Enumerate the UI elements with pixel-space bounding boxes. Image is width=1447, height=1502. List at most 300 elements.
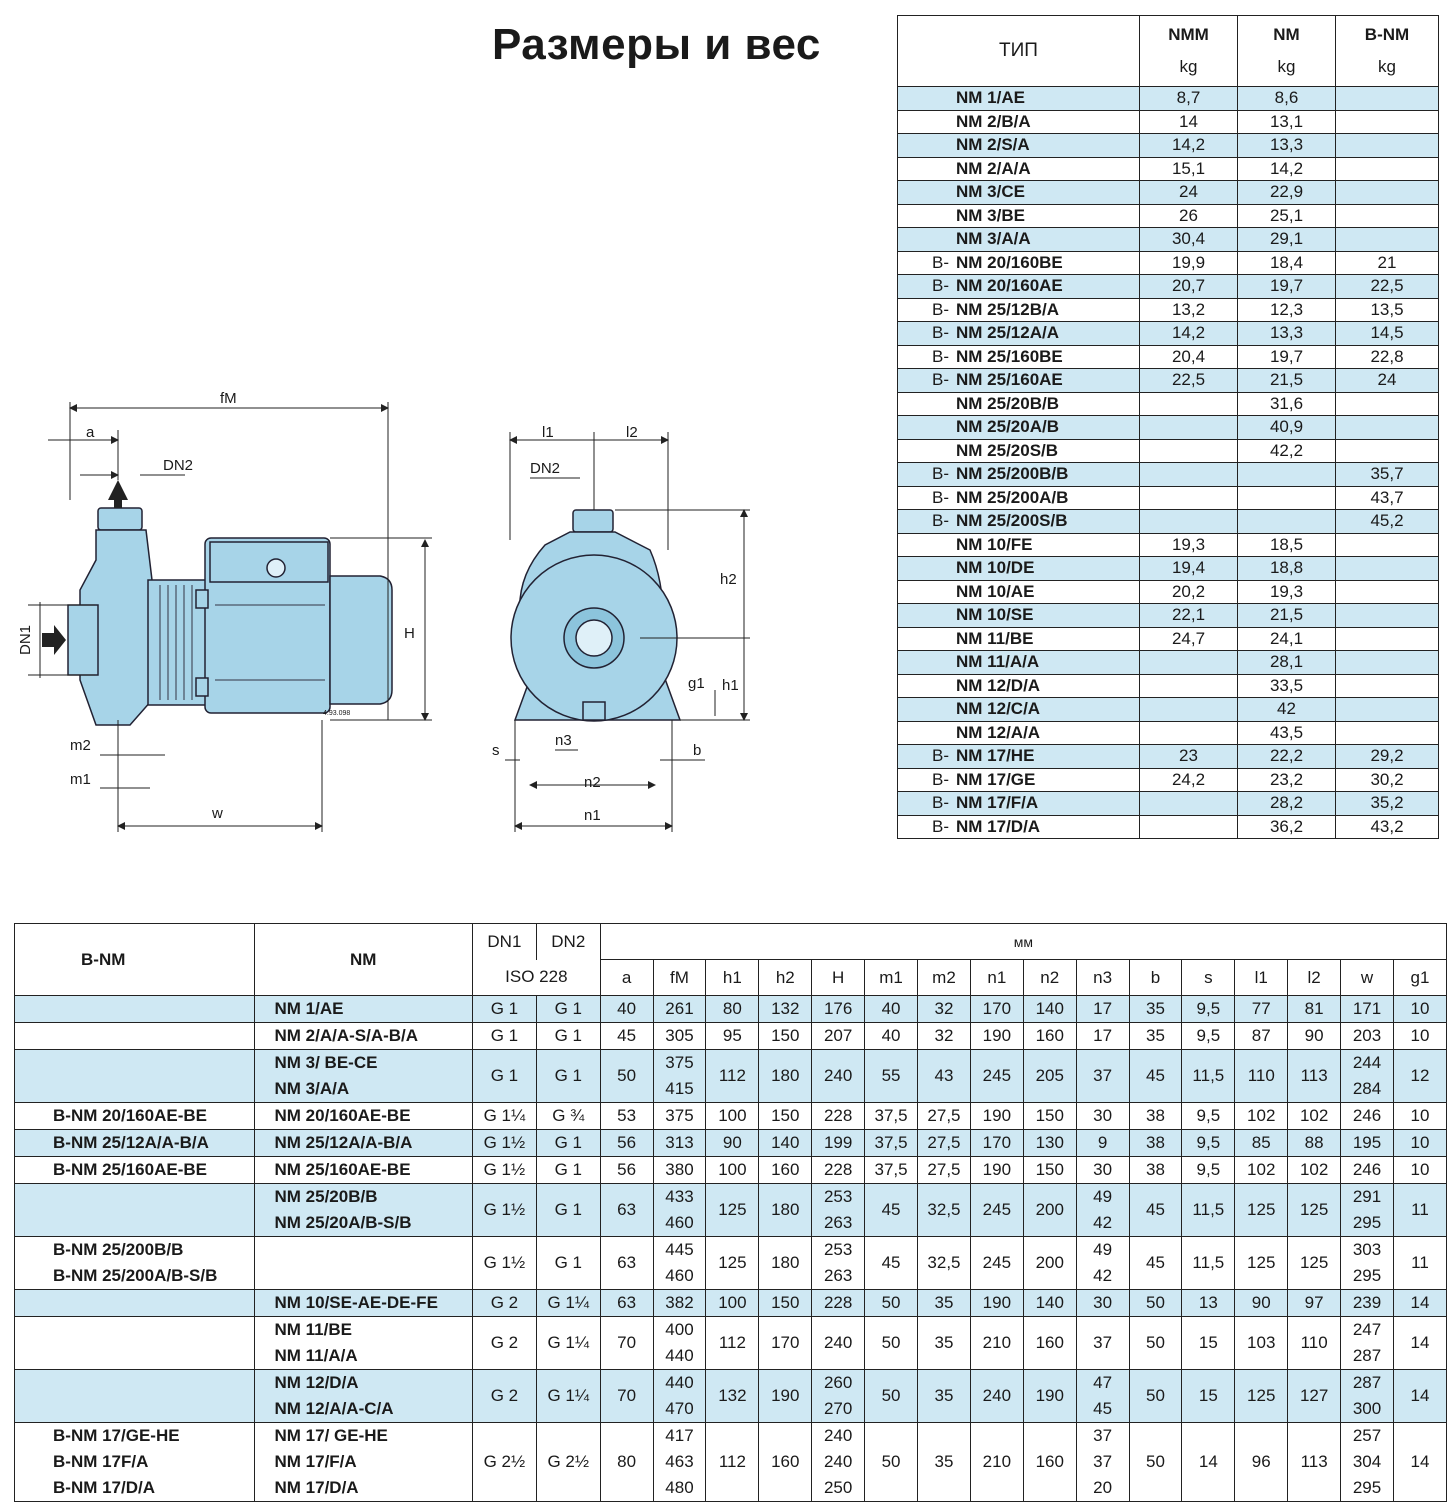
dim-value: 100: [718, 1160, 747, 1179]
dn1-cell: G 2: [472, 1317, 536, 1370]
dim-value-m2: [918, 1370, 971, 1423]
dim-value-h2: [759, 1157, 812, 1184]
dim-value-H: [812, 1103, 865, 1130]
dim-value: 37: [1093, 1452, 1113, 1471]
weights-type-cell: [898, 345, 1140, 369]
dim-value-g1: [1393, 1184, 1446, 1237]
dim-value: 257: [1352, 1426, 1382, 1445]
dim-value: 180: [771, 1066, 800, 1085]
dim-value-l2: [1288, 1023, 1341, 1050]
dim-h1: h1: [722, 677, 739, 694]
dim-value: 17: [1093, 1026, 1113, 1045]
weight-nm-cell: [1238, 510, 1336, 534]
type-name: NM 11/A/A: [956, 652, 1040, 671]
type-name: NM 3/BE: [956, 205, 1025, 225]
type-name: NM 10/FE: [956, 534, 1033, 554]
dims-header-nm: NM: [254, 924, 472, 996]
dim-value: 15: [1198, 1333, 1218, 1352]
dim-value: 207: [823, 1026, 853, 1045]
dn2-cell: G 1: [536, 1157, 600, 1184]
weight-nmm-cell: [1140, 698, 1238, 722]
dn1-cell: G 1: [472, 996, 536, 1023]
dim-H: H: [404, 625, 415, 642]
dn1-cell: G 2: [472, 1370, 536, 1423]
dim-value: 228: [823, 1106, 853, 1125]
dim-value-a: [600, 996, 653, 1023]
weights-row: [898, 439, 1439, 463]
weight-bnm-cell: [1336, 228, 1439, 252]
dim-value: 95: [722, 1026, 742, 1045]
dim-value: 40: [881, 999, 901, 1018]
type-name: NM 20/160BE: [956, 252, 1063, 272]
type-name: NM 25/12A/A: [956, 323, 1059, 342]
dim-value-fM: [653, 1317, 706, 1370]
weight-nmm-cell: 24,2: [1140, 768, 1238, 792]
dim-value: 27,5: [927, 1133, 961, 1152]
dim-value-n2: [1023, 1423, 1076, 1502]
dim-value: 45: [1146, 1253, 1165, 1272]
dim-value-l1: [1235, 996, 1288, 1023]
weights-row: [898, 345, 1439, 369]
type-name: NM 17/D/A: [956, 816, 1041, 836]
dim-value-H: [812, 1157, 865, 1184]
dim-value-H: [812, 996, 865, 1023]
dim-value: 190: [982, 1106, 1012, 1125]
weights-row: [898, 486, 1439, 510]
dim-value-m1: [865, 1290, 918, 1317]
dim-value: 375: [665, 1053, 694, 1072]
dim-value: 12: [1410, 1066, 1430, 1085]
dim-value: 15: [1198, 1386, 1218, 1405]
dim-value-n3: [1076, 1023, 1129, 1050]
weight-nmm-cell: [1140, 792, 1238, 816]
bnm-model-line: B-NM 20/160AE-BE: [53, 1106, 207, 1125]
dims-header-bnm: B-NM: [15, 924, 255, 996]
weights-type-cell: [898, 110, 1140, 134]
dim-value-h1: [706, 996, 759, 1023]
dim-value: 239: [1352, 1293, 1382, 1312]
dim-value-n1: [970, 1290, 1023, 1317]
dim-value-m2: [918, 1157, 971, 1184]
dim-h2: h2: [720, 571, 737, 588]
dim-value: 27,5: [927, 1106, 961, 1125]
weight-nm-cell: 14,2: [1238, 157, 1336, 181]
dim-value-m1: [865, 1103, 918, 1130]
dim-value-b: [1129, 1023, 1182, 1050]
bnm-model-line: B-NM 17/D/A: [53, 1478, 156, 1497]
dim-value: 199: [823, 1133, 853, 1152]
dim-value: 440: [665, 1346, 694, 1365]
dim-value: 45: [881, 1253, 901, 1272]
dims-col-header: l1: [1235, 960, 1288, 996]
dim-value: 150: [771, 1026, 800, 1045]
dim-value-l1: [1235, 1184, 1288, 1237]
dim-value-n2: [1023, 1317, 1076, 1370]
type-prefix: B-: [932, 370, 949, 389]
bnm-model-line: [53, 1396, 254, 1422]
dim-value: 190: [771, 1386, 800, 1405]
dn1-cell: G 2½: [472, 1423, 536, 1502]
dim-value-fM: [653, 996, 706, 1023]
dims-row: [15, 1237, 1447, 1290]
dimensions-table: [14, 923, 1447, 1502]
weight-bnm-cell: 21: [1336, 251, 1439, 275]
dims-row: [15, 1157, 1447, 1184]
bnm-model-line: B-NM 17F/A: [53, 1452, 149, 1471]
dims-row: [15, 1023, 1447, 1050]
dim-n1: n1: [584, 807, 601, 824]
weight-nm-cell: 21,5: [1238, 369, 1336, 393]
dim-value: 35: [934, 1293, 954, 1312]
weight-nmm-cell: 14,2: [1140, 134, 1238, 158]
dn1-cell: G 1: [472, 1023, 536, 1050]
dim-value: 27,5: [927, 1160, 961, 1179]
dim-value: 32: [934, 1026, 954, 1045]
dim-value-g1: [1393, 996, 1446, 1023]
dim-value: 37: [1093, 1333, 1113, 1352]
nm-model: [254, 1184, 472, 1237]
dim-value: 10: [1410, 1026, 1430, 1045]
dn1-cell: G 1: [472, 1050, 536, 1103]
weight-bnm-cell: [1336, 627, 1439, 651]
dim-value: 53: [617, 1106, 637, 1125]
dim-value-n3: [1076, 1370, 1129, 1423]
dim-value: 38: [1146, 1160, 1165, 1179]
bnm-model-line: [53, 996, 254, 1022]
weight-bnm-cell: [1336, 651, 1439, 675]
dim-value: 63: [617, 1200, 637, 1219]
dim-value-m2: [918, 1184, 971, 1237]
dim-value-w: [1341, 1423, 1394, 1502]
weights-row: [898, 557, 1439, 581]
dim-DN1: DN1: [17, 624, 34, 655]
nm-model: [254, 1103, 472, 1130]
weight-bnm-cell: [1336, 698, 1439, 722]
dim-value: 304: [1352, 1452, 1382, 1471]
inlet-arrow: [42, 625, 66, 655]
dim-value-w: [1341, 1157, 1394, 1184]
dim-value-m1: [865, 1370, 918, 1423]
weights-type-cell: [898, 486, 1140, 510]
dim-value: 50: [1146, 1386, 1165, 1405]
weight-nm-cell: 24,1: [1238, 627, 1336, 651]
dim-value-a: [600, 1103, 653, 1130]
dim-value: 80: [617, 1452, 637, 1471]
dim-value-m2: [918, 1103, 971, 1130]
dim-value-m2: [918, 1050, 971, 1103]
dim-value: 10: [1410, 999, 1430, 1018]
dim-value: 63: [617, 1253, 637, 1272]
dim-value: 11,5: [1192, 1253, 1225, 1272]
nm-model: [254, 1237, 472, 1290]
dim-value: 32,5: [927, 1253, 961, 1272]
weight-bnm-cell: [1336, 557, 1439, 581]
dim-value: 190: [1035, 1386, 1064, 1405]
weight-bnm-cell: 13,5: [1336, 298, 1439, 322]
weight-nm-cell: 18,5: [1238, 533, 1336, 557]
weights-row: [898, 228, 1439, 252]
dim-value: 113: [1300, 1066, 1328, 1085]
bnm-model: [15, 1317, 255, 1370]
weights-row: [898, 651, 1439, 675]
weight-nmm-cell: 14,2: [1140, 322, 1238, 346]
weight-nm-cell: 31,6: [1238, 392, 1336, 416]
weights-row: [898, 275, 1439, 299]
weight-nm-cell: 42,2: [1238, 439, 1336, 463]
dim-value: 9: [1097, 1133, 1108, 1152]
nm-model-line: NM 12/D/A: [274, 1373, 359, 1392]
weights-row: [898, 110, 1439, 134]
weights-row: [898, 181, 1439, 205]
weight-nmm-cell: 19,9: [1140, 251, 1238, 275]
dim-value-g1: [1393, 1050, 1446, 1103]
dims-col-header: m1: [865, 960, 918, 996]
nm-model-line: NM 25/160AE-BE: [274, 1160, 411, 1179]
dim-value-n3: [1076, 1290, 1129, 1317]
dim-value-h1: [706, 1130, 759, 1157]
weights-type-cell: [898, 298, 1140, 322]
weights-type-cell: [898, 557, 1140, 581]
dims-col-header: n2: [1023, 960, 1076, 996]
weight-bnm-cell: 14,5: [1336, 322, 1439, 346]
dim-value-H: [812, 1130, 865, 1157]
dim-value: 14: [1410, 1293, 1430, 1312]
weight-nmm-cell: [1140, 439, 1238, 463]
nm-model-line: NM 17/ GE-HE: [274, 1426, 388, 1445]
dim-value: 9,5: [1196, 1026, 1221, 1045]
dim-value-m1: [865, 996, 918, 1023]
dim-value: 70: [617, 1333, 637, 1352]
dim-value-n3: [1076, 1050, 1129, 1103]
weights-type-cell: [898, 157, 1140, 181]
weights-row: [898, 204, 1439, 228]
bnm-model: [15, 1023, 255, 1050]
dim-value-fM: [653, 1050, 706, 1103]
weight-bnm-cell: 29,2: [1336, 745, 1439, 769]
nm-model: [254, 1050, 472, 1103]
dim-value-n3: [1076, 1423, 1129, 1502]
type-prefix: B-: [932, 816, 949, 836]
bnm-model-line: [53, 1184, 254, 1210]
dim-value-h1: [706, 1370, 759, 1423]
dim-value: 40: [881, 1026, 901, 1045]
dim-value: 40: [617, 999, 637, 1018]
dn2-cell: G 1: [536, 1050, 600, 1103]
dims-col-header: H: [812, 960, 865, 996]
dim-value-b: [1129, 1184, 1182, 1237]
type-name: NM 25/160BE: [956, 346, 1063, 366]
weights-row: [898, 745, 1439, 769]
dim-value-b: [1129, 996, 1182, 1023]
dim-value-l1: [1235, 1370, 1288, 1423]
type-name: NM 2/A/A: [956, 158, 1031, 178]
dim-value: 38: [1146, 1133, 1165, 1152]
dim-value: 110: [1300, 1333, 1328, 1352]
nm-model-line: NM 1/AE: [274, 999, 344, 1018]
dim-value-n3: [1076, 1237, 1129, 1290]
dim-value-w: [1341, 1237, 1394, 1290]
dim-value-h1: [706, 1317, 759, 1370]
weight-bnm-cell: [1336, 604, 1439, 628]
nm-model: [254, 1317, 472, 1370]
dim-value-m1: [865, 1023, 918, 1050]
dim-value-l2: [1288, 1237, 1341, 1290]
dim-value-H: [812, 1184, 865, 1237]
dim-value: 125: [1247, 1253, 1276, 1272]
weight-nmm-cell: 20,7: [1140, 275, 1238, 299]
dim-value: 96: [1251, 1452, 1271, 1471]
dim-value-m2: [918, 1290, 971, 1317]
dim-value: 160: [1035, 1333, 1064, 1352]
dim-value: 113: [1300, 1452, 1328, 1471]
dim-value: 170: [982, 999, 1012, 1018]
dim-value: 200: [1035, 1253, 1064, 1272]
dim-DN2-side: DN2: [163, 457, 194, 474]
dim-value: 11: [1411, 1200, 1429, 1219]
dim-value-a: [600, 1423, 653, 1502]
dim-value-h2: [759, 1130, 812, 1157]
dim-value: 13: [1198, 1293, 1218, 1312]
nm-model: [254, 1290, 472, 1317]
bnm-model-line: B-NM 25/200B/B: [53, 1240, 184, 1259]
dim-value-w: [1341, 1050, 1394, 1103]
dim-value: 203: [1352, 1026, 1382, 1045]
dim-value-fM: [653, 1103, 706, 1130]
dim-a: a: [86, 424, 95, 441]
dim-value-n1: [970, 1370, 1023, 1423]
weights-header-bnm: B-NM kg: [1336, 16, 1439, 87]
dim-value-n2: [1023, 1237, 1076, 1290]
dim-value-n3: [1076, 1103, 1129, 1130]
dim-value-s: [1182, 1184, 1235, 1237]
dim-value: 30: [1093, 1293, 1113, 1312]
dims-row: [15, 1423, 1447, 1502]
dim-value: 150: [771, 1106, 800, 1125]
type-name: NM 3/A/A: [956, 229, 1031, 248]
dim-value-n1: [970, 1184, 1023, 1237]
type-name: NM 25/160AE: [956, 370, 1063, 389]
dim-value: 228: [823, 1160, 853, 1179]
dn2-cell: G 1: [536, 1130, 600, 1157]
dim-value-H: [812, 1237, 865, 1290]
dim-value-b: [1129, 1157, 1182, 1184]
dim-value-l2: [1288, 1130, 1341, 1157]
type-prefix: B-: [932, 746, 949, 765]
dims-header-iso: ISO 228: [472, 960, 600, 996]
dim-value-l1: [1235, 1237, 1288, 1290]
weights-row: [898, 674, 1439, 698]
dims-col-header: l2: [1288, 960, 1341, 996]
dim-value-l2: [1288, 1050, 1341, 1103]
weight-nmm-cell: 15,1: [1140, 157, 1238, 181]
dim-b: b: [693, 742, 702, 759]
dim-value: 150: [1035, 1160, 1064, 1179]
weight-nmm-cell: [1140, 416, 1238, 440]
dim-value: 88: [1304, 1133, 1324, 1152]
dim-value-h1: [706, 1423, 759, 1502]
dim-value: 35: [934, 1452, 954, 1471]
dim-value-H: [812, 1050, 865, 1103]
weights-type-cell: [898, 416, 1140, 440]
dims-header-dn2: DN2: [536, 924, 600, 960]
dim-value: 130: [1035, 1133, 1064, 1152]
dn2-cell: G 1: [536, 1237, 600, 1290]
dim-value-h2: [759, 1050, 812, 1103]
dim-value-fM: [653, 1423, 706, 1502]
weights-type-cell: [898, 439, 1140, 463]
dim-value-w: [1341, 1184, 1394, 1237]
weights-type-cell: [898, 275, 1140, 299]
dim-value-fM: [653, 1290, 706, 1317]
type-name: NM 10/SE: [956, 605, 1034, 624]
dim-value: 49: [1093, 1187, 1113, 1206]
dim-value-w: [1341, 1130, 1394, 1157]
dim-value: 245: [982, 1200, 1012, 1219]
type-prefix: B-: [932, 323, 949, 342]
dim-value-s: [1182, 1237, 1235, 1290]
weights-row: [898, 815, 1439, 839]
weights-row: [898, 698, 1439, 722]
dim-value-s: [1182, 1290, 1235, 1317]
dims-col-header: n3: [1076, 960, 1129, 996]
dim-value: 50: [881, 1386, 901, 1405]
weights-header-type: ТИП: [898, 16, 1140, 87]
dim-value: 70: [617, 1386, 637, 1405]
dim-value-m1: [865, 1423, 918, 1502]
weight-nm-cell: 33,5: [1238, 674, 1336, 698]
weights-row: [898, 369, 1439, 393]
weights-type-cell: [898, 533, 1140, 557]
type-name: NM 3/CE: [956, 182, 1025, 201]
dim-value: 85: [1251, 1133, 1271, 1152]
dim-value: 11,5: [1192, 1066, 1225, 1085]
dim-value: 284: [1352, 1079, 1382, 1098]
dim-value-g1: [1393, 1103, 1446, 1130]
dim-value-H: [812, 1290, 865, 1317]
dim-value-fM: [653, 1130, 706, 1157]
weight-nmm-cell: 23: [1140, 745, 1238, 769]
dim-value: 480: [665, 1478, 694, 1497]
dim-value-n2: [1023, 1184, 1076, 1237]
dim-value-fM: [653, 1157, 706, 1184]
dim-value: 112: [718, 1452, 746, 1471]
type-prefix: B-: [932, 276, 949, 295]
weight-nm-cell: 13,1: [1238, 110, 1336, 134]
weight-nm-cell: 13,3: [1238, 134, 1336, 158]
type-name: NM 12/C/A: [956, 699, 1041, 718]
weight-nm-cell: 25,1: [1238, 204, 1336, 228]
weight-nm-cell: 13,3: [1238, 322, 1336, 346]
dim-value: 10: [1410, 1133, 1430, 1152]
weights-row: [898, 416, 1439, 440]
dim-value-n2: [1023, 1157, 1076, 1184]
dim-value: 150: [1035, 1106, 1064, 1125]
weight-bnm-cell: [1336, 134, 1439, 158]
dim-value: 313: [665, 1133, 694, 1152]
dim-value: 132: [718, 1386, 747, 1405]
dim-value-a: [600, 1317, 653, 1370]
bnm-model: [15, 996, 255, 1023]
dim-value: 263: [823, 1213, 853, 1232]
weights-type-cell: [898, 815, 1140, 839]
dim-value: 460: [665, 1213, 694, 1232]
dim-value-n1: [970, 1050, 1023, 1103]
dn2-cell: G 1¼: [536, 1290, 600, 1317]
dim-value: 102: [1299, 1106, 1329, 1125]
weights-type-cell: [898, 651, 1140, 675]
dim-value: 14: [1198, 1452, 1218, 1471]
weights-row: [898, 298, 1439, 322]
